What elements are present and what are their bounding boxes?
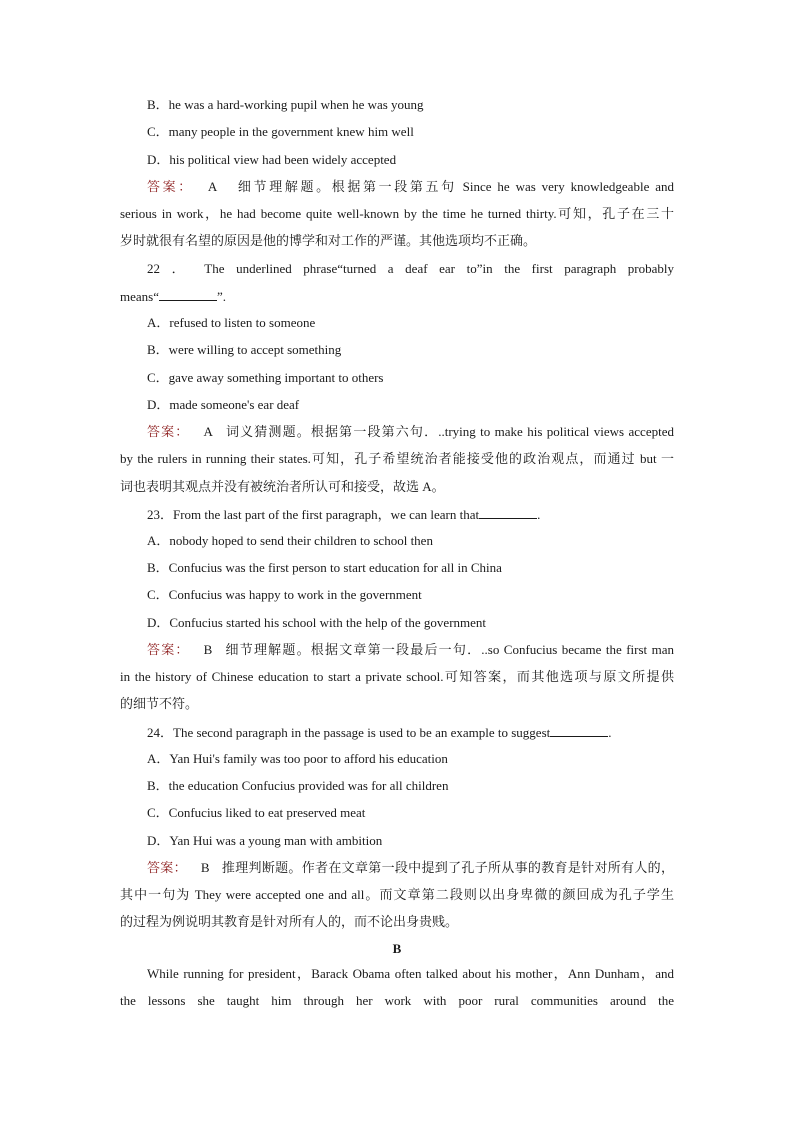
q24-option-b: B．the education Confucius provided was for all children <box>147 778 449 793</box>
answer-23-line-2: in the history of Chinese education to start a private school.可知答案，而其他选项与原文所提供 <box>120 669 674 684</box>
answer-21-line-2: serious in work，he had become quite well-known by the time he turned thirty.可知，孔子在三十 <box>120 206 674 221</box>
answer-label: 答案： <box>147 860 187 875</box>
answer-blank <box>479 506 537 519</box>
passage-line-1: While running for president，Barack Obama often talked about his mother，Ann Dunham，and <box>147 966 674 981</box>
q23-option-b: B．Confucius was the first person to start education for all in China <box>147 560 502 575</box>
q23-option-a: A．nobody hoped to send their children to school then <box>147 533 433 548</box>
q21-option-b: B．he was a hard-working pupil when he was young <box>147 97 424 112</box>
answer-letter: A <box>207 179 218 194</box>
answer-label: 答案： <box>147 179 194 194</box>
answer-label: 答案： <box>147 424 190 439</box>
q22-option-b: B．were willing to accept something <box>147 342 342 357</box>
q23-option-c: C．Confucius was happy to work in the government <box>147 587 422 602</box>
q23-option-d: D．Confucius started his school with the help of the government <box>147 615 487 630</box>
q24-option-d: D．Yan Hui was a young man with ambition <box>147 833 383 848</box>
question-24-line-1: 24．The second paragraph in the passage is used to be an example to suggest . <box>147 725 612 740</box>
question-22-line-2: means“ ”. <box>120 289 227 304</box>
answer-21-line-1: 答案： A 细节理解题。根据第一段第五句 Since he was very knowledgeable and <box>147 179 674 194</box>
answer-letter: B <box>203 642 213 657</box>
answer-23-line-1: 答案： B 细节理解题。根据文章第一段最后一句．..so Confucius became the first man <box>147 642 674 657</box>
q22-option-a: A．refused to listen to someone <box>147 315 316 330</box>
answer-23-line-3: 的细节不符。 <box>120 696 199 711</box>
question-22-line-1: 22 ． The underlined phrase“turned a deaf ear to”in the first paragraph probably <box>147 261 674 276</box>
q24-option-c: C．Confucius liked to eat preserved meat <box>147 805 366 820</box>
answer-24-line-3: 的过程为例说明其教育是针对所有人的，而不论出身贵贱。 <box>120 914 459 929</box>
q21-option-d: D．his political view had been widely accepted <box>147 152 397 167</box>
passage-line-2: the lessons she taught him through her work with poor rural communities around the <box>120 993 674 1008</box>
answer-22-line-3: 词也表明其观点并没有被统治者所认可和接受，故选 A。 <box>120 479 445 494</box>
answer-blank <box>159 288 217 301</box>
question-23-line-1: 23．From the last part of the first paragraph，we can learn that . <box>147 507 541 522</box>
section-heading-b: B <box>392 941 402 956</box>
answer-22-line-2: by the rulers in running their states.可知，孔子希望统治者能接受他的政治观点，而通过 but 一 <box>120 451 674 466</box>
answer-22-line-1: 答案： A 词义猜测题。根据第一段第六句．..trying to make his political views accepted <box>147 424 674 439</box>
q22-option-c: C．gave away something important to others <box>147 370 384 385</box>
answer-24-line-1: 答案： B 推理判断题。作者在文章第一段中提到了孔子所从事的教育是针对所有人的， <box>147 860 674 875</box>
q24-option-a: A．Yan Hui's family was too poor to afford his education <box>147 751 448 766</box>
answer-blank <box>550 724 608 737</box>
answer-label: 答案： <box>147 642 190 657</box>
q22-option-d: D．made someone's ear deaf <box>147 397 300 412</box>
answer-24-line-2: 其中一句为 They were accepted one and all。而文章第二段则以出身卑微的颜回成为孔子学生 <box>120 887 674 902</box>
answer-letter: B <box>200 860 210 875</box>
q21-option-c: C．many people in the government knew him well <box>147 124 414 139</box>
answer-21-line-3: 岁时就很有名望的原因是他的博学和对工作的严谨。其他选项均不正确。 <box>120 233 537 248</box>
answer-letter: A <box>203 424 213 439</box>
